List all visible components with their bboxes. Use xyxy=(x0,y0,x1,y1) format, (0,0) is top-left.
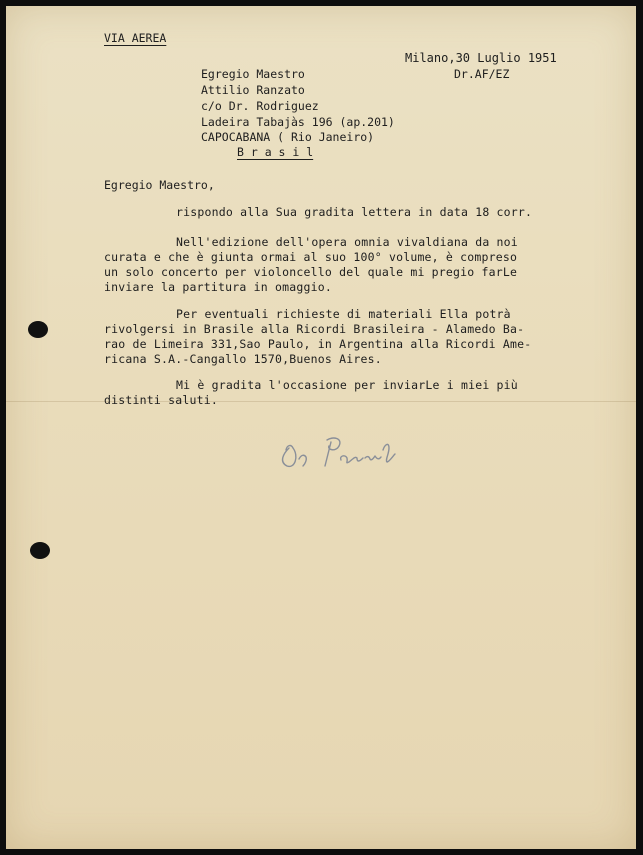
body-line: rispondo alla Sua gradita lettera in data 18 corr. xyxy=(176,205,533,219)
body-line: rao de Limeira 331,Sao Paulo, in Argentina alla Ricordi Ame- xyxy=(104,337,532,351)
fold-line xyxy=(6,401,636,402)
handwritten-signature xyxy=(269,426,419,476)
body-line: ricana S.A.-Cangallo 1570,Buenos Aires. xyxy=(104,352,382,366)
recipient-line: Attilio Ranzato xyxy=(201,83,305,97)
letter-page xyxy=(6,6,636,849)
body-line: un solo concerto per violoncello del quale mi pregio farLe xyxy=(104,265,518,279)
body-line: Mi è gradita l'occasione per inviarLe i miei più xyxy=(176,378,518,392)
salutation: Egregio Maestro, xyxy=(104,178,215,192)
body-line: Nell'edizione dell'opera omnia vivaldiana da noi xyxy=(176,235,518,249)
recipient-line: c/o Dr. Rodriguez xyxy=(201,99,319,113)
recipient-line: CAPOCABANA ( Rio Janeiro) xyxy=(201,130,375,144)
recipient-country: B r a s i l xyxy=(237,145,314,159)
recipient-line: Egregio Maestro xyxy=(201,67,305,81)
body-line: rivolgersi in Brasile alla Ricordi Brasileira - Alamedo Ba- xyxy=(104,322,525,336)
letter-date: Milano,30 Luglio 1951 xyxy=(405,51,557,65)
body-line: curata e che è giunta ormai al suo 100° volume, è compreso xyxy=(104,250,518,264)
body-line: inviare la partitura in omaggio. xyxy=(104,280,332,294)
body-line: Per eventuali richieste di materiali Ella potrà xyxy=(176,307,511,321)
punch-hole xyxy=(28,321,48,338)
body-line: distinti saluti. xyxy=(104,393,218,407)
airmail-label: VIA AEREA xyxy=(104,31,167,45)
recipient-line: Ladeira Tabajàs 196 (ap.201) xyxy=(201,115,395,129)
punch-hole xyxy=(30,542,50,559)
reference-code: Dr.AF/EZ xyxy=(454,67,510,81)
